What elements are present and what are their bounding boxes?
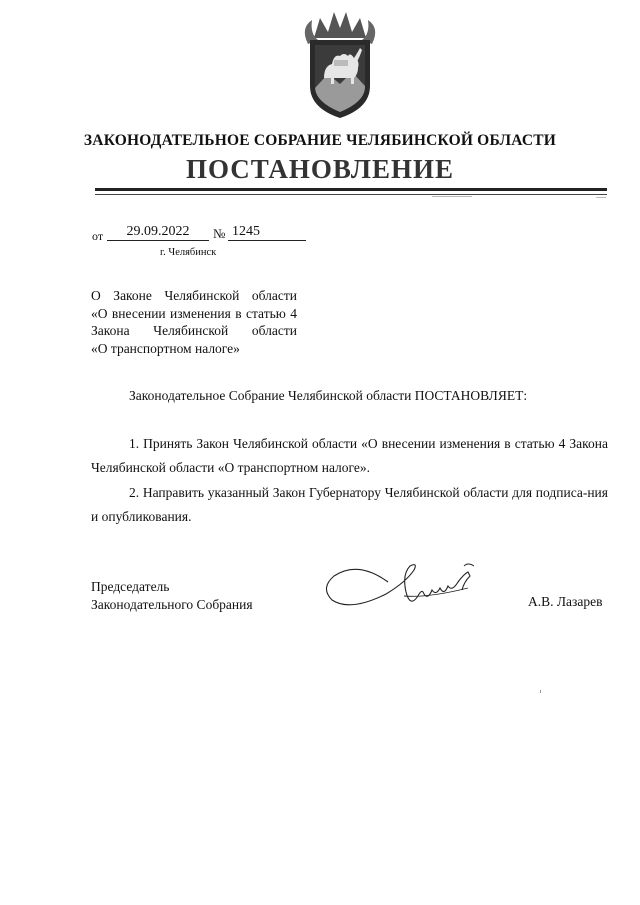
header-rule-thick (95, 188, 607, 191)
coat-of-arms-emblem (294, 8, 386, 120)
subject-line: «О транспортном налоге» (91, 340, 240, 356)
subject-line: О Законе Челябинской области (91, 288, 297, 303)
number-label: № (213, 226, 226, 241)
header-rule-thin (95, 194, 607, 195)
handwritten-signature (318, 552, 498, 622)
issue-city: г. Челябинск (160, 247, 217, 258)
date-underline (107, 240, 209, 241)
subject-line: Закона Челябинской области (91, 323, 297, 338)
number-underline (228, 240, 306, 241)
position-line: Председатель (91, 579, 170, 594)
document-subject (91, 287, 297, 357)
preamble: Законодательное Собрание Челябинской области ПОСТАНОВЛЯЕТ: (129, 388, 528, 403)
position-line: Законодательного Собрания (91, 596, 253, 612)
document-date: 29.09.2022 (126, 224, 190, 239)
document-type-title: ПОСТАНОВЛЕНИЕ (185, 154, 455, 184)
signatory-position (91, 578, 253, 613)
signatory-name: А.В. Лазарев (528, 594, 603, 609)
document-number: 1245 (232, 224, 260, 239)
subject-line: «О внесении изменения в статью 4 (91, 305, 297, 321)
clause-1: 1. Принять Закон Челябинской области «О внесении изменения в статью 4 Закона Челябинской области «О транспортном налоге». (91, 436, 608, 475)
date-label: от (92, 229, 104, 243)
clause-2: 2. Направить указанный Закон Губернатору Челябинской области для подписа-ния и опубликования. (91, 485, 608, 524)
organization-name: ЗАКОНОДАТЕЛЬНОЕ СОБРАНИЕ ЧЕЛЯБИНСКОЙ ОБЛАСТИ (83, 132, 557, 149)
